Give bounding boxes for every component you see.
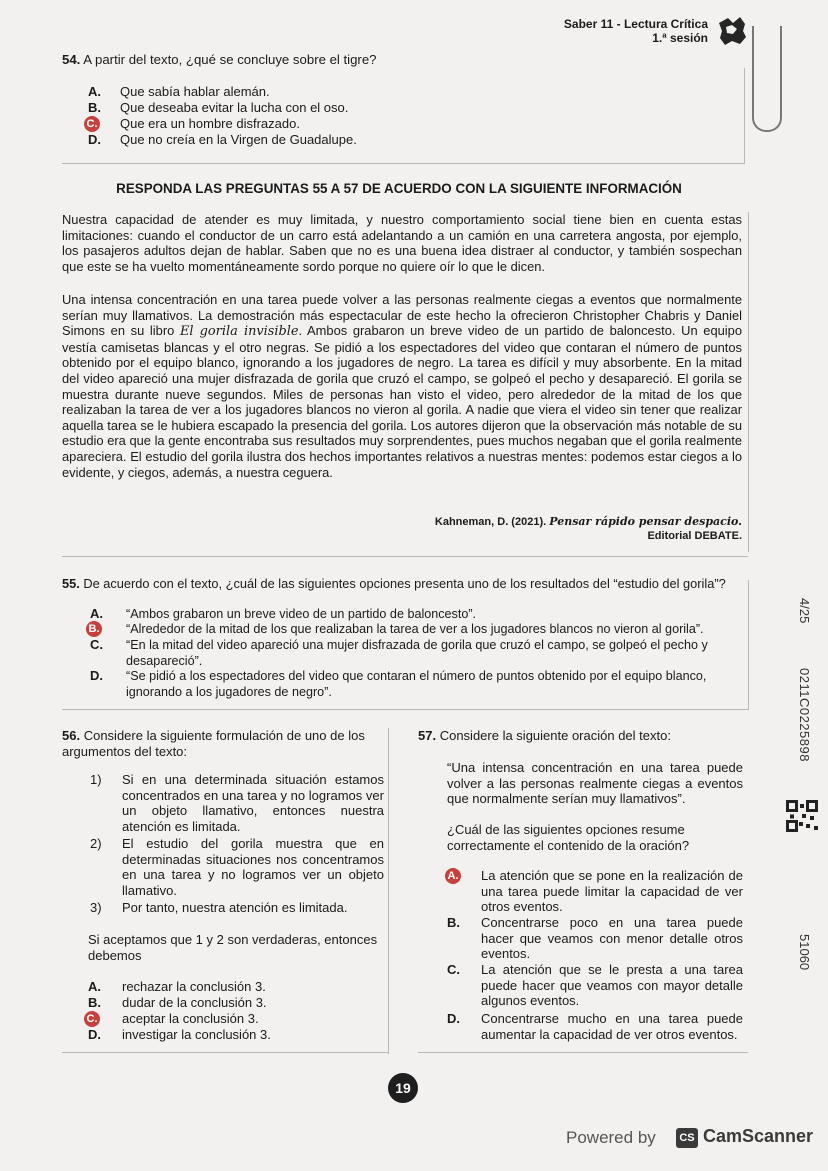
side-number: 51060 <box>797 934 812 971</box>
q56-lead: Si aceptamos que 1 y 2 son verdaderas, entonces debemos <box>88 932 378 963</box>
answer-mark: C. <box>84 116 100 132</box>
q56-prompt: 56. Considere la siguiente formulación de uno de los argumentos del texto: <box>62 728 365 759</box>
qr-code-icon <box>786 800 818 832</box>
session-label: 1.ª sesión <box>652 31 708 45</box>
camscanner-icon: CS <box>676 1128 698 1148</box>
answer-mark: A. <box>445 868 461 884</box>
divider <box>62 709 748 710</box>
q57-question: ¿Cuál de las siguientes opciones resume correctamente el contenido de la oración? <box>447 822 690 853</box>
q54-prompt: 54. A partir del texto, ¿qué se concluye sobre el tigre? <box>62 52 377 67</box>
divider <box>748 580 749 710</box>
document-code: 0211C0225898 <box>797 668 812 762</box>
powered-by-label: Powered by <box>566 1128 656 1147</box>
q57-prompt: 57. Considere la siguiente oración del texto: <box>418 728 671 743</box>
divider <box>748 212 749 552</box>
exam-title: Saber 11 - Lectura Crítica <box>563 17 708 31</box>
passage-paragraph-2: Una intensa concentración en una tarea puede volver a las personas realmente ciegas a eventos que normalmente serían muy llamativos. La demostración más espectacular de este hecho la ofrecieron Christopher Chabris y Daniel Simons en su libro El gorila invisible. Ambos grabaron un breve video de un partido de baloncesto. Un equipo vestía camisetas blancas y el otro negras. Se pidió a los espectadores del video que contaran el número de puntos obtenido por el equipo blanco, ignorando a los jugadores de negro. La tarea es difícil y muy absorbente. En la mitad del video apareció una mujer disfrazada de gorila que cruzó el campo, se golpeó el pecho y desapareció. El gorila se muestra durante nueve segundos. Miles de personas han visto el video, pero alrededor de la mitad de los que realizaban la tarea de ver a los jugadores blancos no vieron al gorila. A nadie que viera el video sin tener que realizar aquella tarea se le hubiera escapado la presencia del gorila. Los autores dijeron que la observación más notable de su estudio era que la gente encontraba sus resultados muy sorprendentes, pues muchos negaban que el gorila realmente apareciera. El estudio del gorila ilustra dos hechos importantes relativos a nuestras mentes: podemos estar ciegos a lo evidente, y ciegos, además, a nuestra ceguera. <box>62 292 743 480</box>
page-count: 4/25 <box>797 598 812 624</box>
divider <box>744 68 745 164</box>
book-title: El gorila invisible <box>179 324 299 340</box>
page-number: 19 <box>388 1073 418 1103</box>
passage-paragraph-1: Nuestra capacidad de atender es muy limitada, y nuestro comportamiento social tiene bien en cuenta estas limitaciones: cuando el conductor de un carro está adelantando a un camión en una carretera angosta, por ejemplo, los pasajeros adultos dejan de hablar. Saben que no es una buena idea distraer al conductor, y también sospechan que este se ha vuelto momentáneamente sordo porque no quiere oír lo que le dicen. <box>62 212 742 274</box>
divider <box>418 1052 748 1053</box>
divider <box>62 556 748 557</box>
divider <box>62 1052 388 1053</box>
q57-quote: “Una intensa concentración en una tarea puede volver a las personas realmente ciegas a eventos que normalmente serían muy llamativos”. <box>447 760 743 807</box>
answer-mark: B. <box>86 621 102 637</box>
exam-header <box>564 17 708 45</box>
divider <box>62 163 744 164</box>
logo-icon <box>716 15 748 47</box>
citation: Kahneman, D. (2021). Pensar rápido pensar despacio. Editorial DEBATE. <box>434 515 742 542</box>
q55-prompt: 55. De acuerdo con el texto, ¿cuál de las siguientes opciones presenta uno de los resultados del “estudio del gorila”? <box>62 576 726 591</box>
paper-clip-icon <box>752 26 782 132</box>
answer-mark: C. <box>84 1011 100 1027</box>
divider <box>388 728 389 1054</box>
camscanner-brand: CamScanner <box>703 1126 814 1146</box>
section-instruction: RESPONDA LAS PREGUNTAS 55 A 57 DE ACUERDO CON LA SIGUIENTE INFORMACIÓN <box>116 181 682 196</box>
